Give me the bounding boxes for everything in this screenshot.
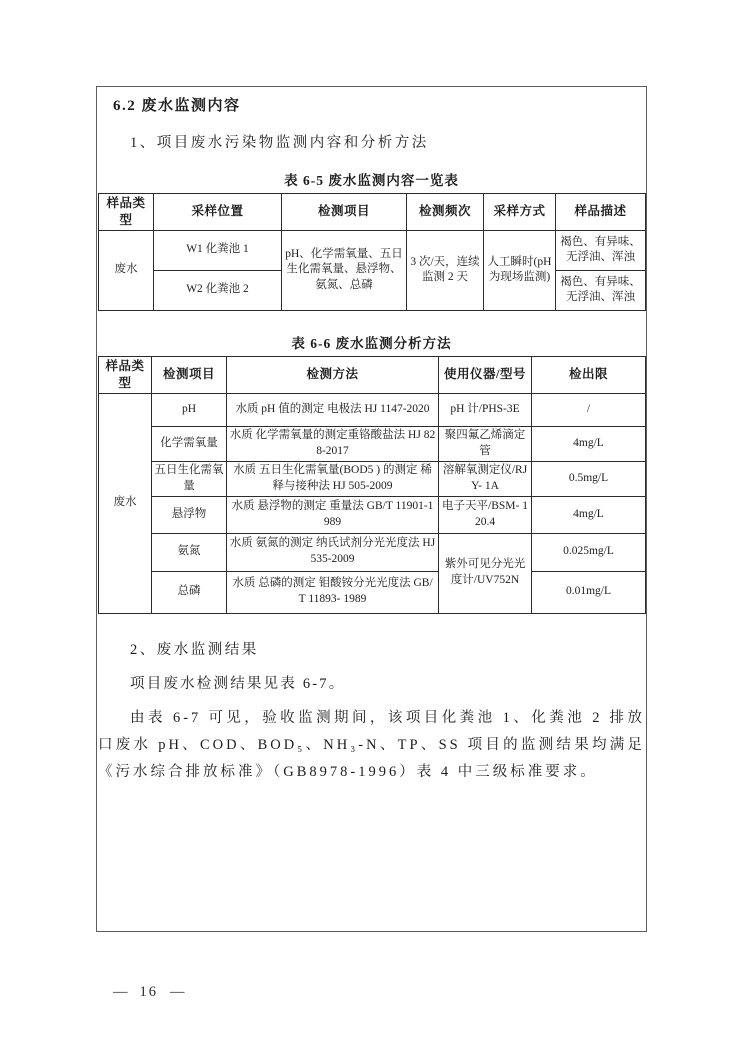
cell-test-items: pH、化学需氧量、五日生化需氧量、悬浮物、氨氮、总磷 [282,230,407,310]
cell-sample-description: 褐色、有异味、无浮油、浑浊 [556,270,646,310]
cell-sample-type: 废水 [99,230,154,310]
cell-detection-limit: 0.01mg/L [532,571,646,613]
cell-sampling-method: 人工瞬时(pH为现场监测) [484,230,556,310]
column-header-test-items: 检测项目 [282,194,407,231]
table66-row-ph [99,393,646,426]
column-header-sample-type: 样品类型 [99,194,154,231]
table66-row-cod [99,426,646,461]
cell-test-method: 水质 氨氮的测定 纳氏试剂分光光度法 HJ 535-2009 [227,533,439,571]
table-6-5 [98,193,646,311]
column-header-sampling-method: 采样方式 [484,194,556,231]
cell-frequency: 3 次/天，连续监测 2 天 [407,230,484,310]
column-header-sampling-position: 采样位置 [154,194,282,231]
results-paragraph-2: 由表 6-7 可见，验收监测期间，该项目化粪池 1、化粪池 2 排放口废水 pH、COD、BOD₅、NH₃-N、TP、SS 项目的监测结果均满足《污水综合排放标准》（GB8978-1996）表 4 中三级标准要求。 [98,709,645,780]
cell-detection-limit: 0.025mg/L [532,533,646,571]
cell-test-method: 水质 悬浮物的测定 重量法 GB/T 11901-1989 [227,496,439,533]
table65-row-w1 [99,230,646,270]
column-header-sample-description: 样品描述 [556,194,646,231]
cell-instrument: 紫外可见分光光度计/UV752N [439,533,532,613]
cell-test-method: 水质 五日生化需氧量(BOD5 ) 的测定 稀释与接种法 HJ 505-2009 [227,461,439,496]
cell-instrument: pH 计/PHS-3E [439,393,532,426]
page-footer [113,984,185,1001]
column-header-detection-limit: 检出限 [532,356,646,393]
cell-detection-limit: 0.5mg/L [532,461,646,496]
cell-instrument: 溶解氧测定仪/RJY- 1A [439,461,532,496]
table66-row-tp [99,571,646,613]
cell-sample-description: 褐色、有异味、无浮油、浑浊 [556,230,646,270]
column-header-sample-type: 样品类型 [99,356,152,393]
table65-header-row [99,194,646,231]
section-heading: 6.2 废水监测内容 [113,98,241,114]
table66-row-nh3 [99,533,646,571]
results-paragraph-1: 项目废水检测结果见表 6-7。 [130,675,346,692]
cell-sample-type: 废水 [99,393,152,613]
column-header-test-item: 检测项目 [152,356,227,393]
footer-dash-left: — [113,984,128,1000]
table-6-6 [98,356,646,614]
content-frame [96,86,647,932]
cell-test-method: 水质 化学需氧量的测定重铬酸盐法 HJ 828-2017 [227,426,439,461]
column-header-test-method: 检测方法 [227,356,439,393]
cell-detection-limit: 4mg/L [532,496,646,533]
cell-sampling-position: W1 化粪池 1 [154,230,282,270]
table66-header-row [99,356,646,393]
cell-test-item: 五日生化需氧量 [152,461,227,496]
cell-sampling-position: W2 化粪池 2 [154,270,282,310]
item2-heading: 2、废水监测结果 [130,641,259,658]
cell-test-item: 化学需氧量 [152,426,227,461]
table66-row-ss [99,496,646,533]
cell-test-item: pH [152,393,227,426]
column-header-frequency: 检测频次 [407,194,484,231]
table65-caption: 表 6-5 废水监测内容一览表 [284,173,459,188]
cell-test-item: 氨氮 [152,533,227,571]
table66-caption: 表 6-6 废水监测分析方法 [291,335,452,351]
cell-instrument: 电子天平/BSM- 120.4 [439,496,532,533]
footer-dash-right: — [170,984,185,1000]
cell-detection-limit: / [532,393,646,426]
table66-row-bod5 [99,461,646,496]
page-number: 16 [139,984,158,1000]
cell-test-item: 悬浮物 [152,496,227,533]
cell-detection-limit: 4mg/L [532,426,646,461]
cell-test-method: 水质 总磷的测定 钼酸铵分光光度法 GB/T 11893- 1989 [227,571,439,613]
cell-instrument: 聚四氟乙烯滴定管 [439,426,532,461]
column-header-instrument: 使用仪器/型号 [439,356,532,393]
item1-heading: 1、项目废水污染物监测内容和分析方法 [130,135,429,151]
cell-test-item: 总磷 [152,571,227,613]
cell-test-method: 水质 pH 值的测定 电极法 HJ 1147-2020 [227,393,439,426]
